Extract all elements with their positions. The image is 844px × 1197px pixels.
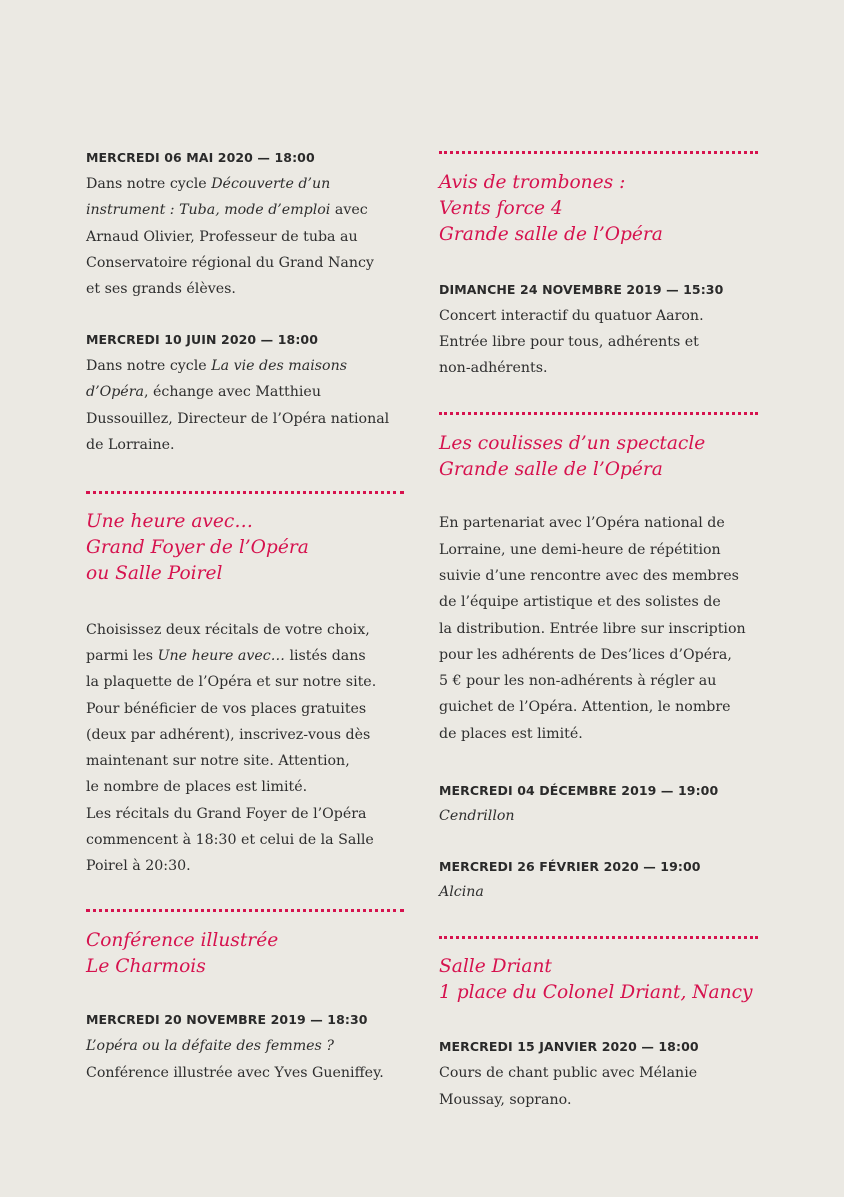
text-line: Conférence illustrée avec Yves Gueniffey.	[86, 1064, 384, 1081]
title-line: ou Salle Poirel	[86, 563, 223, 585]
event-maisons-opera	[86, 332, 406, 458]
text-line: Entrée libre pour tous, adhérents et	[439, 333, 699, 350]
text-line: de l’équipe artistique et des solistes de	[439, 594, 721, 611]
title-line: Les coulisses d’un spectacle	[439, 433, 706, 454]
text-line: Choisissez deux récitals de votre choix,	[86, 621, 370, 638]
title-line: Grande salle de l’Opéra	[439, 459, 663, 481]
text-line: Dans notre cycle Découverte d’un	[86, 176, 331, 192]
text-line: Poirel à 20:30.	[86, 858, 191, 875]
event-description	[86, 353, 406, 458]
text-line: guichet de l’Opéra. Attention, le nombre	[439, 699, 731, 716]
section-title	[439, 170, 761, 249]
section-divider	[439, 412, 758, 415]
text-line: et ses grands élèves.	[86, 281, 236, 298]
title-line: Vents force 4	[439, 198, 563, 220]
text-line: Conservatoire régional du Grand Nancy	[86, 254, 374, 271]
text-line: Moussay, soprano.	[439, 1091, 572, 1108]
section-divider	[86, 909, 404, 912]
text-line: pour les adhérents de Des’lices d’Opéra,	[439, 646, 732, 663]
text-line: parmi les Une heure avec… listés dans	[86, 647, 366, 664]
title-line: Le Charmois	[86, 956, 206, 978]
title-line: Une heure avec…	[86, 511, 253, 532]
event-date: DIMANCHE 24 NOVEMBRE 2019 — 15:30	[439, 281, 724, 297]
text-line: L’opéra ou la défaite des femmes ?	[86, 1038, 334, 1055]
section-divider	[439, 151, 758, 154]
text-line: En partenariat avec l’Opéra national de	[439, 515, 725, 532]
text-line: Pour bénéficier de vos places gratuites	[86, 700, 367, 717]
text-line: non-adhérents.	[439, 360, 548, 377]
text-line: la plaquette de l’Opéra et sur notre site.	[86, 674, 377, 691]
section-avis-de-trombones	[439, 170, 761, 382]
text-line: de places est limité.	[439, 725, 583, 742]
event-date: MERCREDI 15 JANVIER 2020 — 18:00	[439, 1039, 699, 1055]
event-date: MERCREDI 26 FÉVRIER 2020 — 19:00	[439, 859, 701, 875]
text-line: Dussouillez, Directeur de l’Opéra national	[86, 410, 390, 427]
text-line: le nombre de places est limité.	[86, 779, 308, 796]
text-line: la distribution. Entrée libre sur inscription	[439, 620, 746, 637]
text-line: Lorraine, une demi-heure de répétition	[439, 541, 721, 558]
text-line: Cours de chant public avec Mélanie	[439, 1065, 698, 1082]
text-line: commencent à 18:30 et celui de la Salle	[86, 831, 374, 848]
section-salle-driant	[439, 954, 761, 1113]
text-line: (deux par adhérent), inscrivez-vous dès	[86, 726, 371, 743]
section-title	[439, 431, 761, 483]
text-line: 5 € pour les non-adhérents à régler au	[439, 673, 717, 690]
section-description	[86, 617, 406, 880]
text-line: instrument : Tuba, mode d’emploi avec	[86, 202, 368, 219]
title-line: Salle Driant	[439, 956, 552, 977]
text-line: d’Opéra, échange avec Matthieu	[86, 384, 321, 401]
text-line: de Lorraine.	[86, 436, 175, 453]
title-line: Grand Foyer de l’Opéra	[86, 537, 309, 559]
title-line: 1 place du Colonel Driant, Nancy	[439, 982, 753, 1004]
event-date: MERCREDI 06 MAI 2020 — 18:00	[86, 150, 315, 165]
title-line: Avis de trombones :	[439, 172, 626, 193]
event-description	[439, 303, 761, 382]
text-line: suivie d’une rencontre avec des membres	[439, 568, 739, 584]
section-divider	[86, 491, 404, 494]
event-work: Cendrillon	[439, 808, 515, 825]
section-coulisses	[439, 431, 761, 906]
event-description	[86, 171, 406, 302]
event-description	[439, 1060, 761, 1113]
section-conference	[86, 928, 406, 1086]
section-title	[86, 509, 406, 588]
text-line: Les récitals du Grand Foyer de l’Opéra	[86, 805, 367, 822]
event-date: MERCREDI 10 JUIN 2020 — 18:00	[86, 332, 319, 347]
event-date: MERCREDI 20 NOVEMBRE 2019 — 18:30	[86, 1012, 368, 1028]
section-une-heure-avec	[86, 509, 406, 880]
title-line: Grande salle de l’Opéra	[439, 224, 663, 246]
text-line: Arnaud Olivier, Professeur de tuba au	[86, 228, 358, 245]
text-line: maintenant sur notre site. Attention,	[86, 753, 350, 770]
event-date: MERCREDI 04 DÉCEMBRE 2019 — 19:00	[439, 783, 719, 799]
text-line: Dans notre cycle La vie des maisons	[86, 358, 347, 374]
section-divider	[439, 936, 758, 939]
section-title	[86, 928, 406, 980]
text-line: Concert interactif du quatuor Aaron.	[439, 307, 704, 324]
section-title	[439, 954, 761, 1006]
section-description	[439, 510, 761, 747]
event-work: Alcina	[439, 884, 484, 901]
title-line: Conférence illustrée	[86, 930, 279, 951]
event-tuba	[86, 150, 406, 302]
event-description	[86, 1033, 406, 1086]
